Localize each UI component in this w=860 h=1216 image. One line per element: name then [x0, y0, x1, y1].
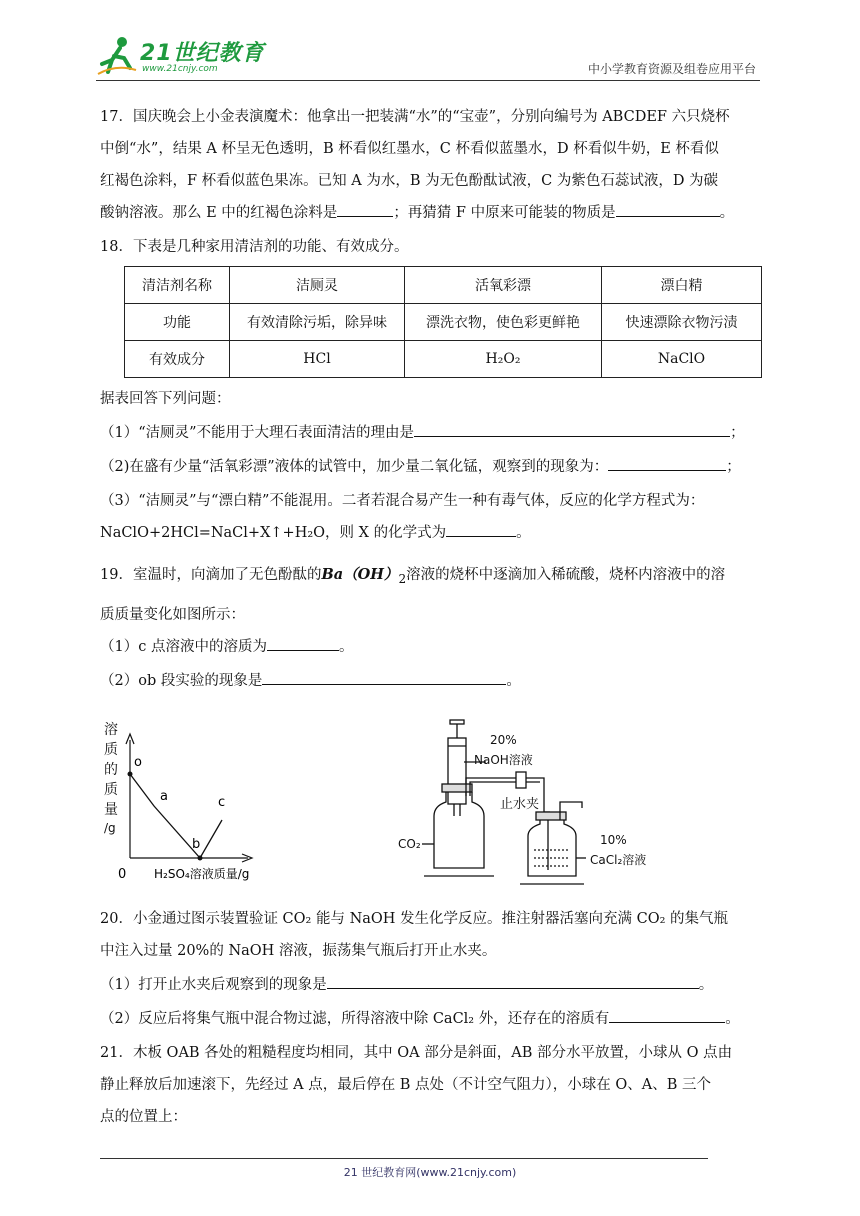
- cacl2-label: CaCl₂溶液: [590, 853, 647, 867]
- q18-sub-2: [100, 454, 764, 480]
- q19-blank-2[interactable]: [262, 670, 506, 685]
- graph-ylabel: 质: [104, 742, 118, 758]
- graph-ylabel: 质: [104, 782, 118, 798]
- q17-blank-2[interactable]: [616, 202, 720, 217]
- q18-sub-1-text: （1）“洁厕灵”不能用于大理石表面清洁的理由是: [100, 425, 415, 441]
- graph-point-o: [128, 772, 133, 777]
- q17-text-b: ；再猜猜 F 中原来可能装的物质是: [393, 205, 616, 221]
- q19-text-a: 19．室温时，向滴加了无色酚酞的: [100, 567, 322, 583]
- table-cell: 有效成分: [125, 341, 230, 378]
- graph-xlabel: H₂SO₄溶液质量/g: [154, 867, 250, 881]
- apparatus-diagram: [394, 716, 684, 888]
- q18-sub-1-end: ；: [730, 425, 745, 441]
- table-cell: 快速漂除衣物污渍: [602, 304, 762, 341]
- point-label-c: c: [218, 795, 226, 810]
- q19-sub-1-end: 。: [338, 639, 354, 655]
- q17-line-3: 红褐色涂料，F 杯看似蓝色果冻。已知 A 为水，B 为无色酚酞试液，C 为紫色石蕊试液，D 为碳: [100, 173, 719, 189]
- syringe-plunger-top: [450, 720, 464, 724]
- q18-sub-2-end: ；: [726, 459, 741, 475]
- table-cell: 漂洗衣物，使色彩更鲜艳: [405, 304, 602, 341]
- q19-sub-1-text: （1）c 点溶液中的溶质为: [100, 639, 267, 655]
- q18-sub-3: （3）“洁厕灵”与“漂白精”不能混用。二者若混合易产生一种有毒气体，反应的化学方程式为：: [100, 493, 705, 509]
- table-cell: HCl: [230, 341, 405, 378]
- naoh-label: NaOH溶液: [474, 753, 533, 767]
- q17-line-2: 中倒“水”，结果 A 杯呈无色透明，B 杯看似红墨水，C 杯看似蓝墨水，D 杯看似牛奶，E 杯看似: [100, 141, 719, 157]
- q19-sub-2-text: （2）ob 段实验的现象是: [100, 673, 263, 689]
- q20-line-1: 20．小金通过图示装置验证 CO₂ 能与 NaOH 发生化学反应。推注射器活塞向充满 CO₂ 的集气瓶: [100, 911, 729, 927]
- q18-sub-3b-end: 。: [516, 525, 531, 541]
- q18-sub-3b: [100, 520, 764, 546]
- graph-ylabel: 的: [104, 762, 118, 778]
- q18-blank-1[interactable]: [414, 422, 730, 437]
- graph-origin: 0: [118, 867, 127, 882]
- solute-mass-graph: [96, 716, 276, 886]
- q17-line-1: 17．国庆晚会上小金表演魔术：他拿出一把装满“水”的“宝壶”，分别向编号为 ABCDEF 六只烧杯: [100, 109, 730, 125]
- q19-formula: Ba（OH）: [321, 566, 399, 583]
- cleaner-table: [124, 266, 762, 378]
- table-cell: 活氧彩漂: [405, 267, 602, 304]
- runner-logo-icon: [96, 34, 140, 76]
- graph-ylabel: 量: [104, 802, 118, 818]
- table-row: [125, 341, 762, 378]
- q18-sub-1: [100, 420, 764, 446]
- q19-sub-2: [100, 668, 764, 694]
- q20-sub-2: [100, 1006, 764, 1032]
- graph-line: [130, 774, 222, 858]
- site-logo: [96, 34, 266, 76]
- point-label-b: b: [192, 837, 201, 852]
- q19-formula-sub: 2: [398, 571, 407, 586]
- syringe-barrel: [448, 738, 466, 804]
- co2-label: CO₂: [398, 837, 421, 851]
- q19-sub-1: [100, 634, 764, 660]
- table-cell: 漂白精: [602, 267, 762, 304]
- q20-blank-1[interactable]: [327, 974, 699, 989]
- q18-sub-2-text: （2)在盛有少量“活氧彩漂”液体的试管中，加少量二氧化锰，观察到的现象为：: [100, 459, 609, 475]
- q20-sub-1-text: （1）打开止水夹后观察到的现象是: [100, 977, 327, 993]
- q20-sub-2-text: （2）反应后将集气瓶中混合物过滤，所得溶液中除 CaCl₂ 外，还存在的溶质有: [100, 1011, 610, 1027]
- q17-text-a: 酸钠溶液。那么 E 中的红褐色涂料是: [100, 205, 338, 221]
- q19-blank-1[interactable]: [267, 636, 339, 651]
- q18-sub-3b-text: NaClO+2HCl=NaCl+X↑+H₂O，则 X 的化学式为: [100, 525, 447, 541]
- q19-text-b: 溶液的烧杯中逐滴加入稀硫酸，烧杯内溶液中的溶: [406, 567, 726, 583]
- table-row: [125, 304, 762, 341]
- q18-intro: 18．下表是几种家用清洁剂的功能、有效成分。: [100, 239, 409, 255]
- q20-sub-2-end: 。: [725, 1011, 740, 1027]
- header-slogan: 中小学教育资源及组卷应用平台: [587, 62, 756, 76]
- footer-divider: [100, 1158, 708, 1159]
- point-label-a: a: [160, 789, 168, 804]
- cacl2-bottle: [528, 820, 576, 876]
- q17-text-c: 。: [719, 205, 735, 221]
- q17-blank-1[interactable]: [337, 202, 393, 217]
- table-cell: NaClO: [602, 341, 762, 378]
- table-cell: 洁厕灵: [230, 267, 405, 304]
- naoh-percent: 20%: [490, 733, 517, 747]
- table-cell: 清洁剂名称: [125, 267, 230, 304]
- page-footer[interactable]: 21 世纪教育网(www.21cnjy.com): [343, 1166, 517, 1179]
- logo-url: www.21cnjy.com: [142, 64, 218, 74]
- table-cell: H₂O₂: [405, 341, 602, 378]
- q20-sub-1-end: 。: [698, 977, 714, 993]
- table-row: [125, 267, 762, 304]
- q20-line-2: 中注入过量 20%的 NaOH 溶液，振荡集气瓶后打开止水夹。: [100, 943, 497, 959]
- q19-sub-2-end: 。: [506, 673, 521, 689]
- q17-line-4: [100, 200, 764, 226]
- q18-blank-2[interactable]: [608, 456, 726, 471]
- q21-line-2: 静止释放后加速滚下，先经过 A 点，最后停在 B 点处（不计空气阻力），小球在 O、A、B 三个: [100, 1077, 712, 1093]
- table-cell: 有效清除污垢，除异味: [230, 304, 405, 341]
- clamp-label: 止水夹: [500, 797, 540, 812]
- page-header: [96, 34, 760, 81]
- q18-after: 据表回答下列问题：: [100, 391, 231, 407]
- q20-sub-1: [100, 972, 764, 998]
- q18-blank-3[interactable]: [446, 522, 516, 537]
- water-clamp-icon: [516, 772, 526, 788]
- q20-blank-2[interactable]: [609, 1008, 725, 1023]
- table-cell: 功能: [125, 304, 230, 341]
- q21-line-1: 21．木板 OAB 各处的粗糙程度均相同，其中 OA 部分是斜面，AB 部分水平放置，小球从 O 点由: [100, 1045, 733, 1061]
- logo-text: 21世纪教育: [140, 41, 265, 66]
- q19-line-1: [100, 562, 764, 592]
- point-label-o: o: [134, 755, 142, 770]
- q21-line-3: 点的位置上：: [100, 1109, 187, 1125]
- q19-line-2: 质质量变化如图所示：: [100, 607, 245, 623]
- cacl2-percent: 10%: [600, 833, 627, 847]
- graph-point-b: [198, 856, 203, 861]
- graph-ylabel: 溶: [104, 722, 118, 738]
- graph-ylabel-unit: /g: [104, 821, 116, 835]
